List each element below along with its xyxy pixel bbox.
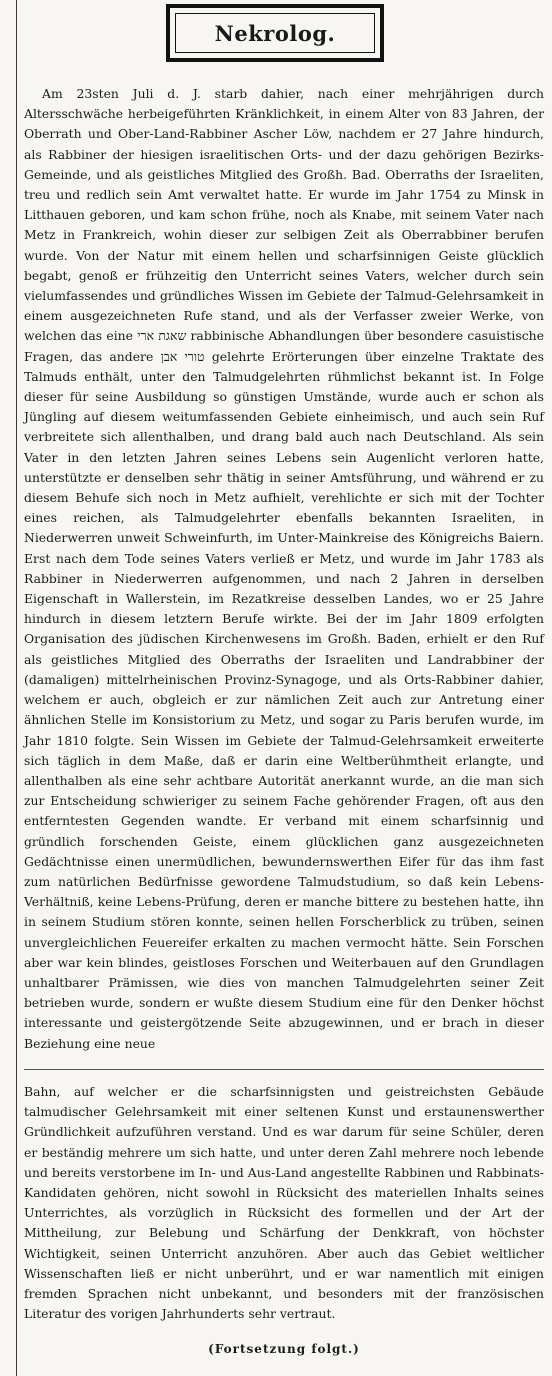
continuation-note: (Fortsetzung folgt.) — [208, 1342, 360, 1356]
title-frame — [166, 4, 384, 62]
paragraph-1: Am 23sten Juli d. J. starb dahier, nach einer mehrjährigen durch Altersschwäche herbeigeführten Kränklichkeit, in einem Alter von 83 Jahren, der Oberrath und Ober-Land-Rabbiner Ascher Löw, nachdem er 27 Jahre hindurch, als Rabbiner der hiesigen israelitischen Orts- und der dazu gehörigen Bezirks-Gemeinde, und als geistliches Mitglied des Großh. Bad. Oberraths der Israeliten, treu und redlich sein Amt verwaltet hatte. Er wurde im Jahr 1754 zu Minsk in Litthauen geboren, und kam schon frühe, noch als Knabe, mit seinem Vater nach Metz in Frankreich, wohin dieser zur selbigen Zeit als Oberrabbiner berufen wurde. Von der Natur mit einem hellen und scharfsinnigen Geiste glücklich begabt, genoß er frühzeitig den Unterricht seines Vaters, welcher durch sein vielumfassendes und gründliches Wissen im Gebiete der Talmud-Gelehrsamkeit in einem ausgezeichneten Rufe stand, und als der Verfasser zweier Werke, von welchen das eine שאגת ארי rabbinische Abhandlungen über besondere casuistische Fragen, das andere טורי אבן gelehrte Erörterungen über einzelne Traktate des Talmuds enthält, unter den Talmudgelehrten rühmlichst bekannt ist. In Folge dieser für seine Ausbildung so günstigen Umstände, wurde auch er schon als Jüngling auf diesem weitumfassenden Gebiete einheimisch, und auch sein Ruf verbreitete sich allenthalben, und drang bald auch nach Deutschland. Als sein Vater in den letzten Jahren seines Lebens sein Augenlicht verloren hatte, unterstützte er denselben sehr thätig in seiner Amtsführung, und während er zu diesem Behufe sich noch in Metz aufhielt, verehlichte er sich mit der Tochter eines reichen, als Talmudgelehrter ebenfalls bekannten Israeliten, in Niederwerren unweit Schweinfurth, im Unter-Mainkreise des Königreichs Baiern. Erst nach dem Tode seines Vaters verließ er Metz, und wurde im Jahr 1783 als Rabbiner in Niederwerren aufgenommen, und nach 2 Jahren in derselben Eigenschaft in Wallerstein, im Rezatkreise desselben Landes, wo er 25 Jahre hindurch in diesem letztern Berufe wirkte. Bei der im Jahr 1809 erfolgten Organisation des jüdischen Kirchenwesens im Großh. Baden, erhielt er den Ruf als geistliches Mitglied des Oberraths der Israeliten und Landrabbiner der (damaligen) mittelrheinischen Provinz-Synagoge, und als Orts-Rabbiner dahier, welchem er auch, obgleich er zur nämlichen Zeit auch zur Antretung einer ähnlichen Stelle im Konsistorium zu Metz, und sogar zu Paris berufen wurde, im Jahr 1810 folgte. Sein Wissen im Gebiete der Talmud-Gelehrsamkeit erweiterte sich täglich in dem Maße, daß er darin eine Weltberühmtheit erlangte, und allenthalben als eine sehr achtbare Autorität anerkannt wurde, an die man sich zur Entscheidung schwieriger zu seinem Fache gehörender Fragen, oft aus den entferntesten Gegenden wandte. Er verband mit einem scharfsinnig und gründlich forschenden Geiste, einem glücklichen ganz ausgezeichneten Gedächtnisse einen unermüdlichen, bewundernswerthen Eifer für das ihm fast zum natürlichen Bedürfnisse gewordene Talmudstudium, so daß kein Lebens-Verhältniß, keine Lebens-Prüfung, deren er manche bittere zu bestehen hatte, ihn in seinem Studium stören konnte, seinen hellen Forscherblick zu trüben, seinen unvergleichlichen Feuereifer erkalten zu machen vermocht hätte. Sein Forschen aber war kein blindes, geistloses Forschen und Weiterbauen auf den Grundlagen unhaltbarer Prämissen, wie dies von manchen Talmudgelehrten seiner Zeit betrieben wurde, sondern er wußte diesem Studium eine für den Denker höchst interessante und geistergötzende Seite abzugewinnen, und er brach in dieser Beziehung eine neue — [24, 86, 544, 1051]
column-divider — [24, 1069, 544, 1070]
article-body-part-1 — [24, 84, 544, 1054]
article-body-part-2 — [24, 1082, 544, 1324]
left-border-rule — [16, 0, 17, 1376]
title-inner-frame — [175, 13, 375, 53]
paragraph-2: Bahn, auf welcher er die scharfsinnigsten und geistreichsten Gebäude talmudischer Gelehrsamkeit mit einer seltenen Kunst und erstaunenswerther Gründlichkeit aufzuführen verstand. Und es war darum für seine Schüler, deren er beständig mehrere um sich hatte, und unter deren Zahl mehrere noch lebende und bereits verstorbene im In- und Aus-Land angestellte Rabbinen und Rabbinats-Kandidaten gehören, nicht sowohl in Rücksicht des materiellen Inhalts seines Unterrichtes, als vorzüglich in Rücksicht des formellen und der Art der Mittheilung, zur Belebung und Schärfung der Denkkraft, von höchster Wichtigkeit, seinen Unterricht anzuhören. Aber auch das Gebiet weltlicher Wissenschaften ließ er nicht unberührt, und er war namentlich mit einigen fremden Sprachen nicht unbekannt, und besonders mit der französischen Literatur des vorigen Jahrhunderts sehr vertraut. — [24, 1084, 544, 1322]
article-title: Nekrolog. — [214, 20, 336, 46]
